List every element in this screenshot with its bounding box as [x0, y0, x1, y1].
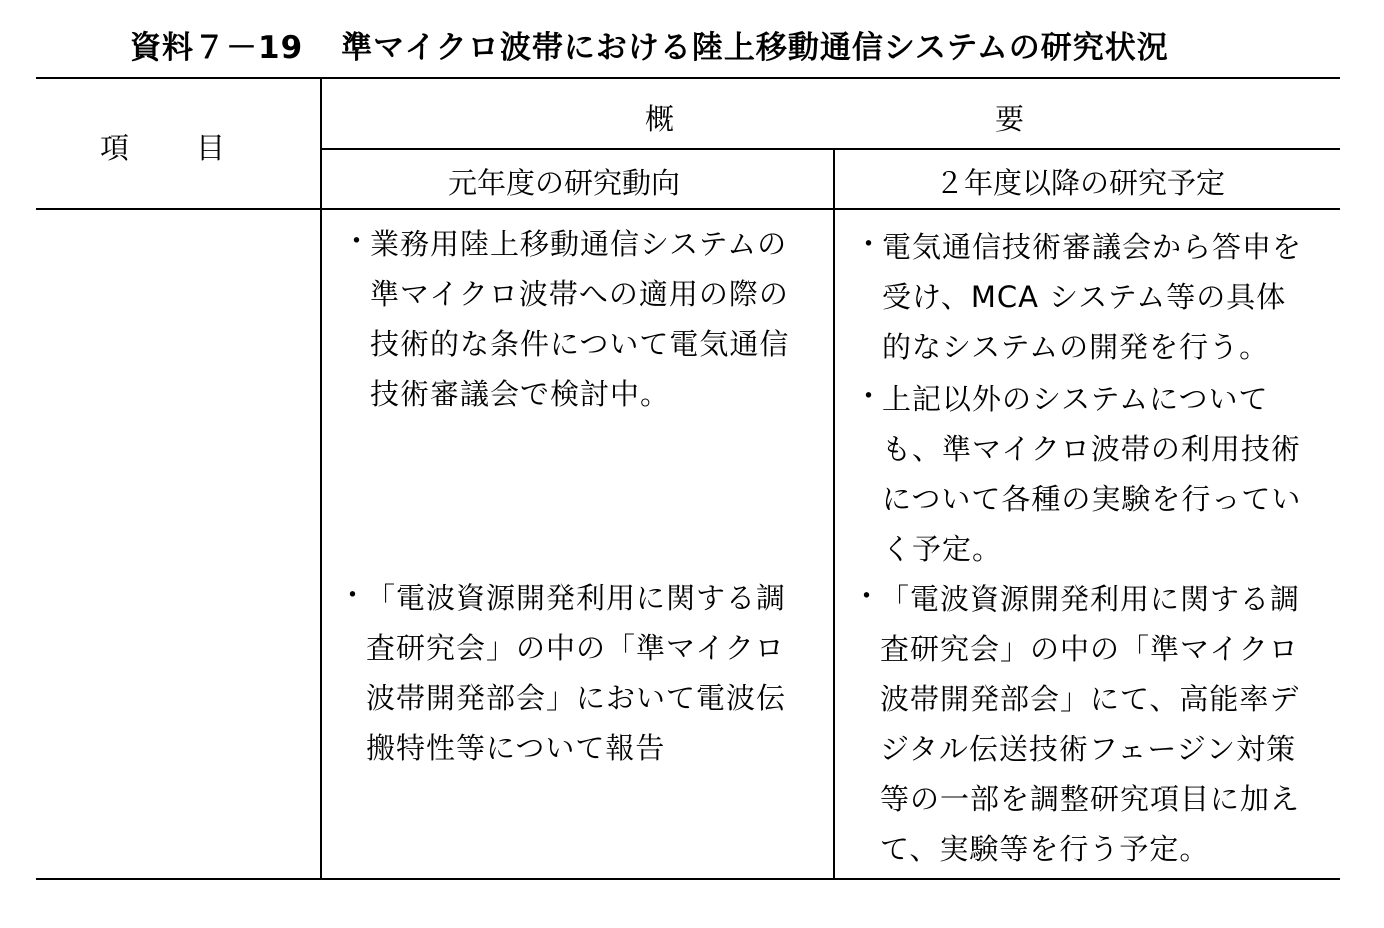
header-col-current: 元年度の研究動向 [448, 166, 681, 200]
entry-line: 電気通信技術審議会から答申を [882, 230, 1303, 264]
bullet-mark: ・ [854, 227, 884, 261]
entry-line: 波帯開発部会」にて、高能率デ [880, 682, 1300, 716]
header-item: 項 目 [100, 131, 229, 165]
entry-line: 波帯開発部会」において電波伝 [366, 681, 787, 715]
table-top-rule [36, 77, 1340, 79]
entry-line: 受け、MCA システム等の具体 [882, 280, 1287, 314]
title-text: 準マイクロ波帯における陸上移動通信システムの研究状況 [341, 30, 1169, 66]
bullet-mark: ・ [342, 224, 372, 258]
entry-line: について各種の実験を行ってい [882, 482, 1302, 516]
entry-line: ジタル伝送技術フェージン対策 [880, 732, 1297, 766]
column-divider-item [320, 78, 322, 880]
header-gaiyo-right: 要 [995, 102, 1025, 136]
page-title [130, 22, 1360, 67]
entry-line: も、準マイクロ波帯の利用技術 [882, 432, 1301, 466]
bullet-mark: ・ [338, 578, 368, 612]
entry-line: て、実験等を行う予定。 [880, 832, 1210, 866]
header-gaiyo-left: 概 [645, 102, 675, 136]
table-bottom-rule [36, 878, 1340, 880]
column-divider-gaiyo [833, 149, 835, 880]
entry-line: 上記以外のシステムについて [882, 382, 1269, 416]
entry-line: 準マイクロ波帯への適用の際の [370, 277, 789, 311]
entry-line: く予定。 [882, 532, 1003, 566]
entry-line: 業務用陸上移動通信システムの [370, 227, 788, 261]
bullet-mark: ・ [852, 579, 882, 613]
entry-line: 等の一部を調整研究項目に加え [880, 782, 1301, 816]
entry-line: 「電波資源開発利用に関する調 [880, 582, 1301, 616]
title-number: 資料７－19 [130, 30, 304, 66]
bullet-mark: ・ [854, 379, 884, 413]
entry-line: 査研究会」の中の「準マイクロ [366, 631, 785, 665]
header-mid-rule [321, 148, 1340, 150]
entry-line: 技術審議会で検討中。 [370, 377, 671, 411]
entry-line: 技術的な条件について電気通信 [370, 327, 790, 361]
entry-line: 査研究会」の中の「準マイクロ [880, 632, 1299, 666]
header-bottom-rule [36, 208, 1340, 210]
header-col-future: ２年度以降の研究予定 [935, 166, 1226, 200]
entry-line: 「電波資源開発利用に関する調 [366, 581, 787, 615]
entry-line: 搬特性等について報告 [366, 731, 666, 765]
entry-line: 的なシステムの開発を行う。 [882, 330, 1270, 364]
